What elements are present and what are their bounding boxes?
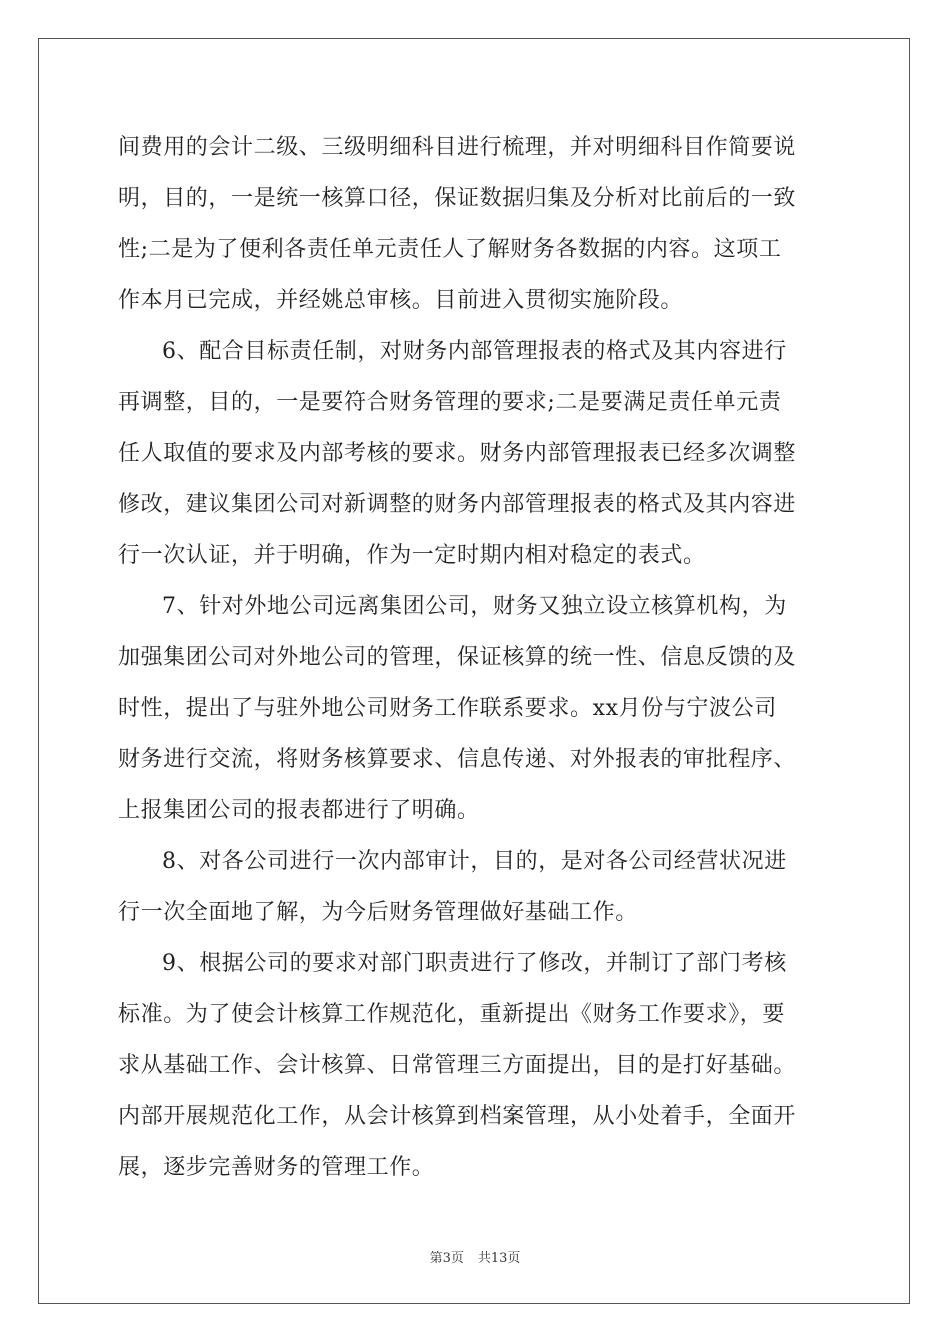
- text-line: 上报集团公司的报表都进行了明确。: [118, 798, 480, 823]
- text-line: 展，逐步完善财务的管理工作。: [118, 1155, 435, 1180]
- paragraph-start-8: 8、对各公司进行一次内部审计，目的，是对各公司经营状况进: [162, 849, 787, 874]
- text-line: 性;二是为了便利各责任单元责任人了解财务各数据的内容。这项工: [118, 237, 782, 262]
- text-line: 明，目的，一是统一核算口径，保证数据归集及分析对比前后的一致: [118, 186, 797, 211]
- page-footer: [0, 1247, 950, 1266]
- paragraph-start-7: 7、针对外地公司远离集团公司，财务又独立设立核算机构，为: [162, 594, 787, 619]
- page-number: 第3页: [429, 1251, 464, 1266]
- text-line: 行一次全面地了解，为今后财务管理做好基础工作。: [118, 900, 638, 925]
- text-line: 作本月已完成，并经姚总审核。目前进入贯彻实施阶段。: [118, 288, 684, 313]
- paragraph-start-9: 9、根据公司的要求对部门职责进行了修改，并制订了部门考核: [162, 951, 787, 976]
- text-line: 修改，建议集团公司对新调整的财务内部管理报表的格式及其内容进: [118, 492, 797, 517]
- text-line: 内部开展规范化工作，从会计核算到档案管理，从小处着手，全面开: [118, 1104, 797, 1129]
- text-line: 间费用的会计二级、三级明细科目进行梳理，并对明细科目作简要说: [118, 135, 797, 160]
- text-line: 标准。为了使会计核算工作规范化，重新提出《财务工作要求》，要: [118, 1002, 786, 1027]
- text-line: 求从基础工作、会计核算、日常管理三方面提出，目的是打好基础。: [118, 1053, 797, 1078]
- text-line: 加强集团公司对外地公司的管理，保证核算的统一性、信息反馈的及: [118, 645, 797, 670]
- text-line: 财务进行交流，将财务核算要求、信息传递、对外报表的审批程序、: [118, 747, 797, 772]
- text-line: 时性，提出了与驻外地公司财务工作联系要求。xx月份与宁波公司: [118, 696, 777, 721]
- text-line: 行一次认证，并于明确，作为一定时期内相对稳定的表式。: [118, 543, 706, 568]
- page-total: 共13页: [477, 1251, 521, 1266]
- paragraph-start-6: 6、配合目标责任制，对财务内部管理报表的格式及其内容进行: [162, 339, 787, 364]
- text-line: 再调整，目的，一是要符合财务管理的要求;二是要满足责任单元责: [118, 390, 782, 415]
- text-line: 任人取值的要求及内部考核的要求。财务内部管理报表已经多次调整: [118, 441, 797, 466]
